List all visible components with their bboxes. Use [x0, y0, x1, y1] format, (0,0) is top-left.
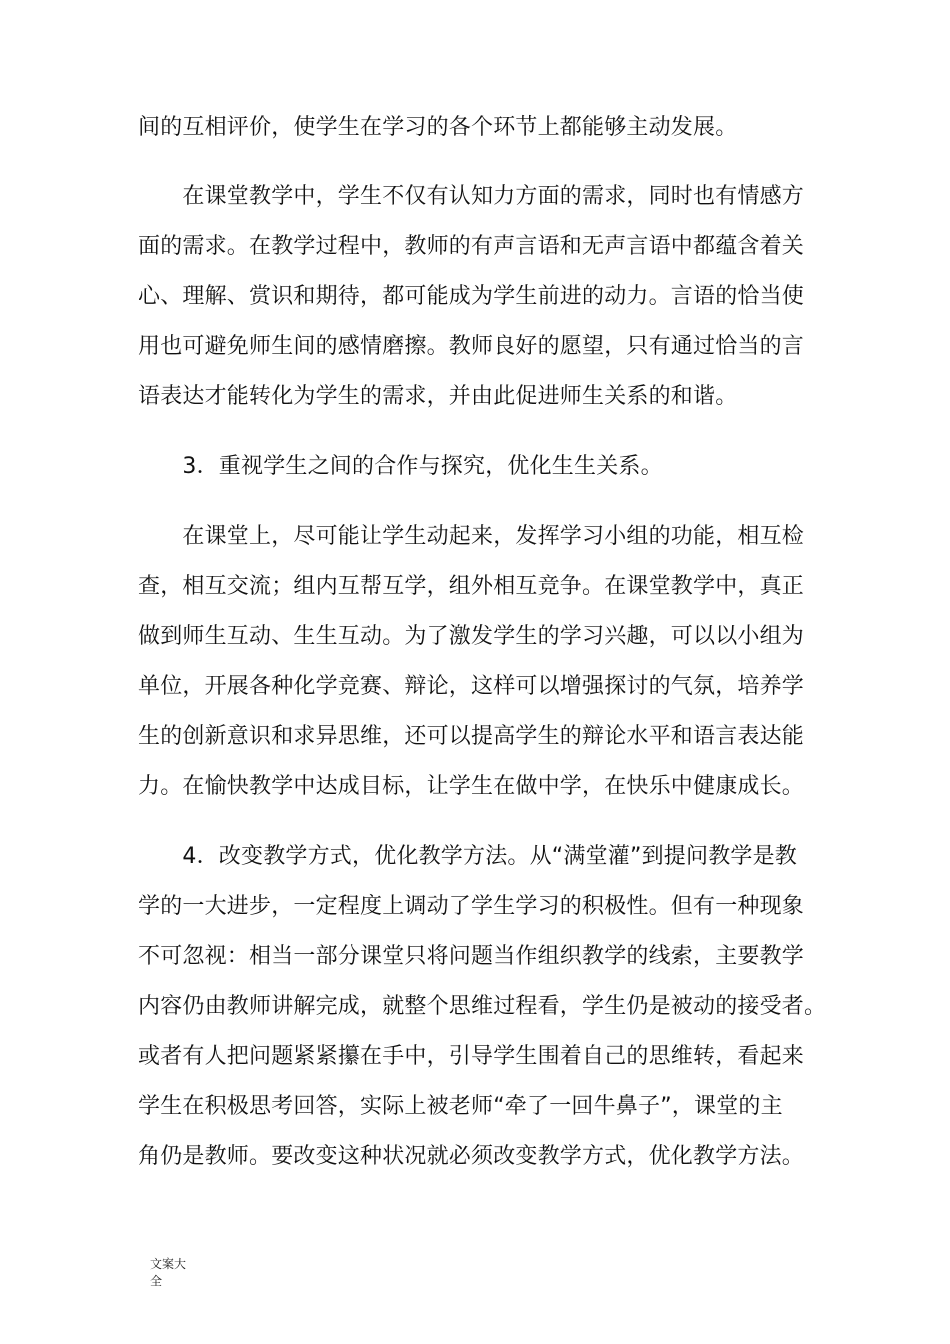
text-line: 力。在愉快教学中达成目标，让学生在做中学，在快乐中健康成长。	[138, 774, 805, 799]
text-line: 生的创新意识和求异思维，还可以提高学生的辩论水平和语言表达能	[138, 724, 805, 749]
text-line: 在课堂上，尽可能让学生动起来，发挥学习小组的功能，相互检	[138, 524, 805, 549]
text-line: 单位，开展各种化学竞赛、辩论，这样可以增强探讨的气氛，培养学	[138, 674, 805, 699]
text-line: 用也可避免师生间的感情磨擦。教师良好的愿望，只有通过恰当的言	[138, 334, 805, 359]
footer-label: 文案大全	[150, 1257, 187, 1288]
text-line: 间的互相评价，使学生在学习的各个环节上都能够主动发展。	[138, 115, 738, 140]
text-line: 语表达才能转化为学生的需求，并由此促进师生关系的和谐。	[138, 384, 738, 409]
text-line: 角仍是教师。要改变这种状况就必须改变教学方式，优化教学方法。	[138, 1144, 805, 1169]
text-line: 学生在积极思考回答，实际上被老师“牵了一回牛鼻子”，课堂的主	[138, 1094, 783, 1119]
text-line: 不可忽视：相当一部分课堂只将问题当作组织教学的线索，主要教学	[138, 944, 805, 969]
text-line: 学的一大进步，一定程度上调动了学生学习的积极性。但有一种现象	[138, 894, 805, 919]
section-heading: 4．改变教学方式，优化教学方法。从“满堂灌”到提问教学是教	[138, 844, 797, 869]
text-line: 在课堂教学中，学生不仅有认知力方面的需求，同时也有情感方	[138, 184, 805, 209]
section-heading: 3．重视学生之间的合作与探究，优化生生关系。	[138, 454, 663, 479]
text-line: 查，相互交流；组内互帮互学，组外相互竞争。在课堂教学中，真正	[138, 574, 805, 599]
text-line: 或者有人把问题紧紧攥在手中，引导学生围着自己的思维转，看起来	[138, 1044, 805, 1069]
text-line: 做到师生互动、生生互动。为了激发学生的学习兴趣，可以以小组为	[138, 624, 805, 649]
text-line: 内容仍由教师讲解完成，就整个思维过程看，学生仍是被动的接受者。	[138, 994, 827, 1019]
text-line: 面的需求。在教学过程中，教师的有声言语和无声言语中都蕴含着关	[138, 234, 805, 259]
text-line: 心、理解、赏识和期待，都可能成为学生前进的动力。言语的恰当使	[138, 284, 805, 309]
